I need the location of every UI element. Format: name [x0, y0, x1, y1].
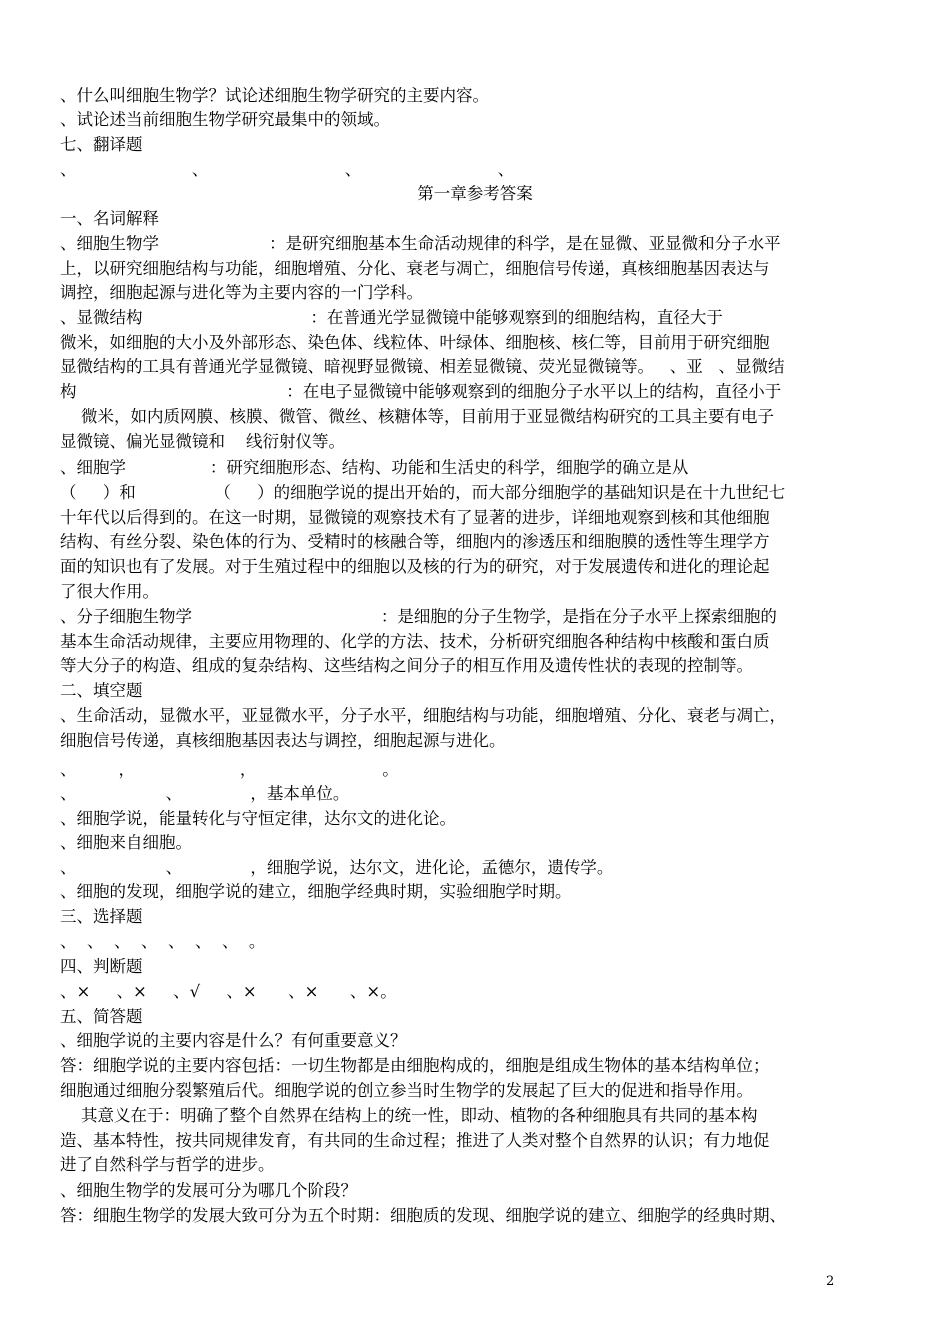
definition-3-line: 结构、有丝分裂、染色体的行为、受精时的核融合等，细胞内的渗透压和细胞膜的透性等生理学方: [60, 532, 770, 551]
definition-2-line: 构 ：在电子显微镜中能够观察到的细胞分子水平以上的结构，直径小于: [60, 382, 782, 401]
section-1-title: 一、名词解释: [60, 209, 159, 228]
short-answer-1-line: 其意义在于：明确了整个自然界在结构上的统一性，即动、植物的各种细胞具有共同的基本构: [60, 1106, 758, 1125]
section-5-title: 五、简答题: [60, 1007, 143, 1026]
definition-2-line: 微米，如细胞的大小及外部形态、染色体、线粒体、叶绿体、细胞核、核仁等，目前用于研究细胞: [60, 333, 770, 352]
judge-answers: 、× 、× 、√ 、× 、× 、×。: [60, 982, 397, 1001]
short-answer-1-question: 、细胞学说的主要内容是什么？有何重要意义？: [60, 1031, 407, 1050]
definition-1-line: 上，以研究细胞结构与功能，细胞增殖、分化、衰老与凋亡，细胞信号传递，真核细胞基因表达与: [60, 259, 770, 278]
definition-3-line: （ ）和 （ ）的细胞学说的提出开始的，而大部分细胞学的基础知识是在十九世纪七: [60, 483, 786, 502]
definition-3-line: 了很大作用。: [60, 582, 159, 601]
fill-answer-1: 、生命活动，显微水平，亚显微水平，分子水平，细胞结构与功能，细胞增殖、分化、衰老与凋亡，: [60, 706, 786, 725]
definition-2-line: 显微结构的工具有普通光学显微镜、暗视野显微镜、相差显微镜、荧光显微镜等。 、亚 、显微结: [60, 357, 785, 376]
section-7-title: 七、翻译题: [60, 135, 143, 154]
definition-2-line: 、显微结构 ：在普通光学显微镜中能够观察到的细胞结构，直径大于: [60, 308, 723, 327]
definition-3-line: 、细胞学 ：研究细胞形态、结构、功能和生活史的科学，细胞学的确立是从: [60, 458, 689, 477]
short-answer-1-line: 细胞通过细胞分裂繁殖后代。细胞学说的创立参当时生物学的发展起了巨大的促进和指导作用。: [60, 1081, 753, 1100]
definition-4-line: 等大分子的构造、组成的复杂结构、这些结构之间分子的相互作用及遗传性状的表现的控制等。: [60, 656, 753, 675]
choice-answers: 、 、 、 、 、 、 、 。: [60, 932, 266, 951]
fill-answer-3: 、 、 ，基本单位。: [60, 784, 350, 803]
chapter-title: 第一章参考答案: [417, 184, 533, 203]
fill-answer-6: 、 、 ，细胞学说，达尔文，进化论，孟德尔，遗传学。: [60, 858, 614, 877]
definition-4-line: 基本生命活动规律，主要应用物理的、化学的方法、技术，分析研究细胞各种结构中核酸和蛋白质: [60, 632, 770, 651]
section-3-title: 三、选择题: [60, 907, 143, 926]
definition-2-line: 微米，如内质网膜、核膜、微管、微丝、核糖体等，目前用于亚显微结构研究的工具主要有电子: [60, 407, 774, 426]
short-answer-2-line: 答：细胞生物学的发展大致可分为五个时期：细胞质的发现、细胞学说的建立、细胞学的经典时期、: [60, 1206, 786, 1225]
definition-1-line: 调控，细胞起源与进化等为主要内容的一门学科。: [60, 283, 423, 302]
translation-line: 、 、 、 、: [60, 160, 515, 179]
definition-4-line: 、分子细胞生物学 ：是细胞的分子生物学，是指在分子水平上探索细胞的: [60, 607, 777, 626]
short-answer-1-line: 答：细胞学说的主要内容包括：一切生物都是由细胞构成的，细胞是组成生物体的基本结构单位；: [60, 1056, 770, 1075]
definition-2-line: 显微镜、偏光显微镜和 线衍射仪等。: [60, 432, 345, 451]
definition-3-line: 十年代以后得到的。在这一时期，显微镜的观察技术有了显著的进步，详细地观察到核和其他细胞: [60, 508, 770, 527]
section-2-title: 二、填空题: [60, 681, 143, 700]
section-4-title: 四、判断题: [60, 957, 143, 976]
fill-answer-2: 、 ， ， 。: [60, 760, 399, 779]
definition-3-line: 面的知识也有了发展。对于生殖过程中的细胞以及核的行为的研究，对于发展遗传和进化的理论起: [60, 557, 770, 576]
fill-answer-1: 细胞信号传递，真核细胞基因表达与调控，细胞起源与进化。: [60, 731, 506, 750]
fill-answer-7: 、细胞的发现，细胞学说的建立，细胞学经典时期，实验细胞学时期。: [60, 882, 572, 901]
fill-answer-5: 、细胞来自细胞。: [60, 833, 192, 852]
essay-question-1: 、什么叫细胞生物学？试论述细胞生物学研究的主要内容。: [60, 86, 489, 105]
short-answer-1-line: 造、基本特性，按共同规律发育，有共同的生命过程；推进了人类对整个自然界的认识；有力地促: [60, 1131, 770, 1150]
short-answer-1-line: 进了自然科学与哲学的进步。: [60, 1155, 275, 1174]
essay-question-2: 、试论述当前细胞生物学研究最集中的领域。: [60, 110, 390, 129]
short-answer-2-question: 、细胞生物学的发展可分为哪几个阶段？: [60, 1181, 357, 1200]
page-number: 2: [826, 1274, 835, 1289]
definition-1-line: 、细胞生物学 ：是研究细胞基本生命活动规律的科学，是在显微、亚显微和分子水平: [60, 234, 781, 253]
fill-answer-4: 、细胞学说，能量转化与守恒定律，达尔文的进化论。: [60, 809, 456, 828]
